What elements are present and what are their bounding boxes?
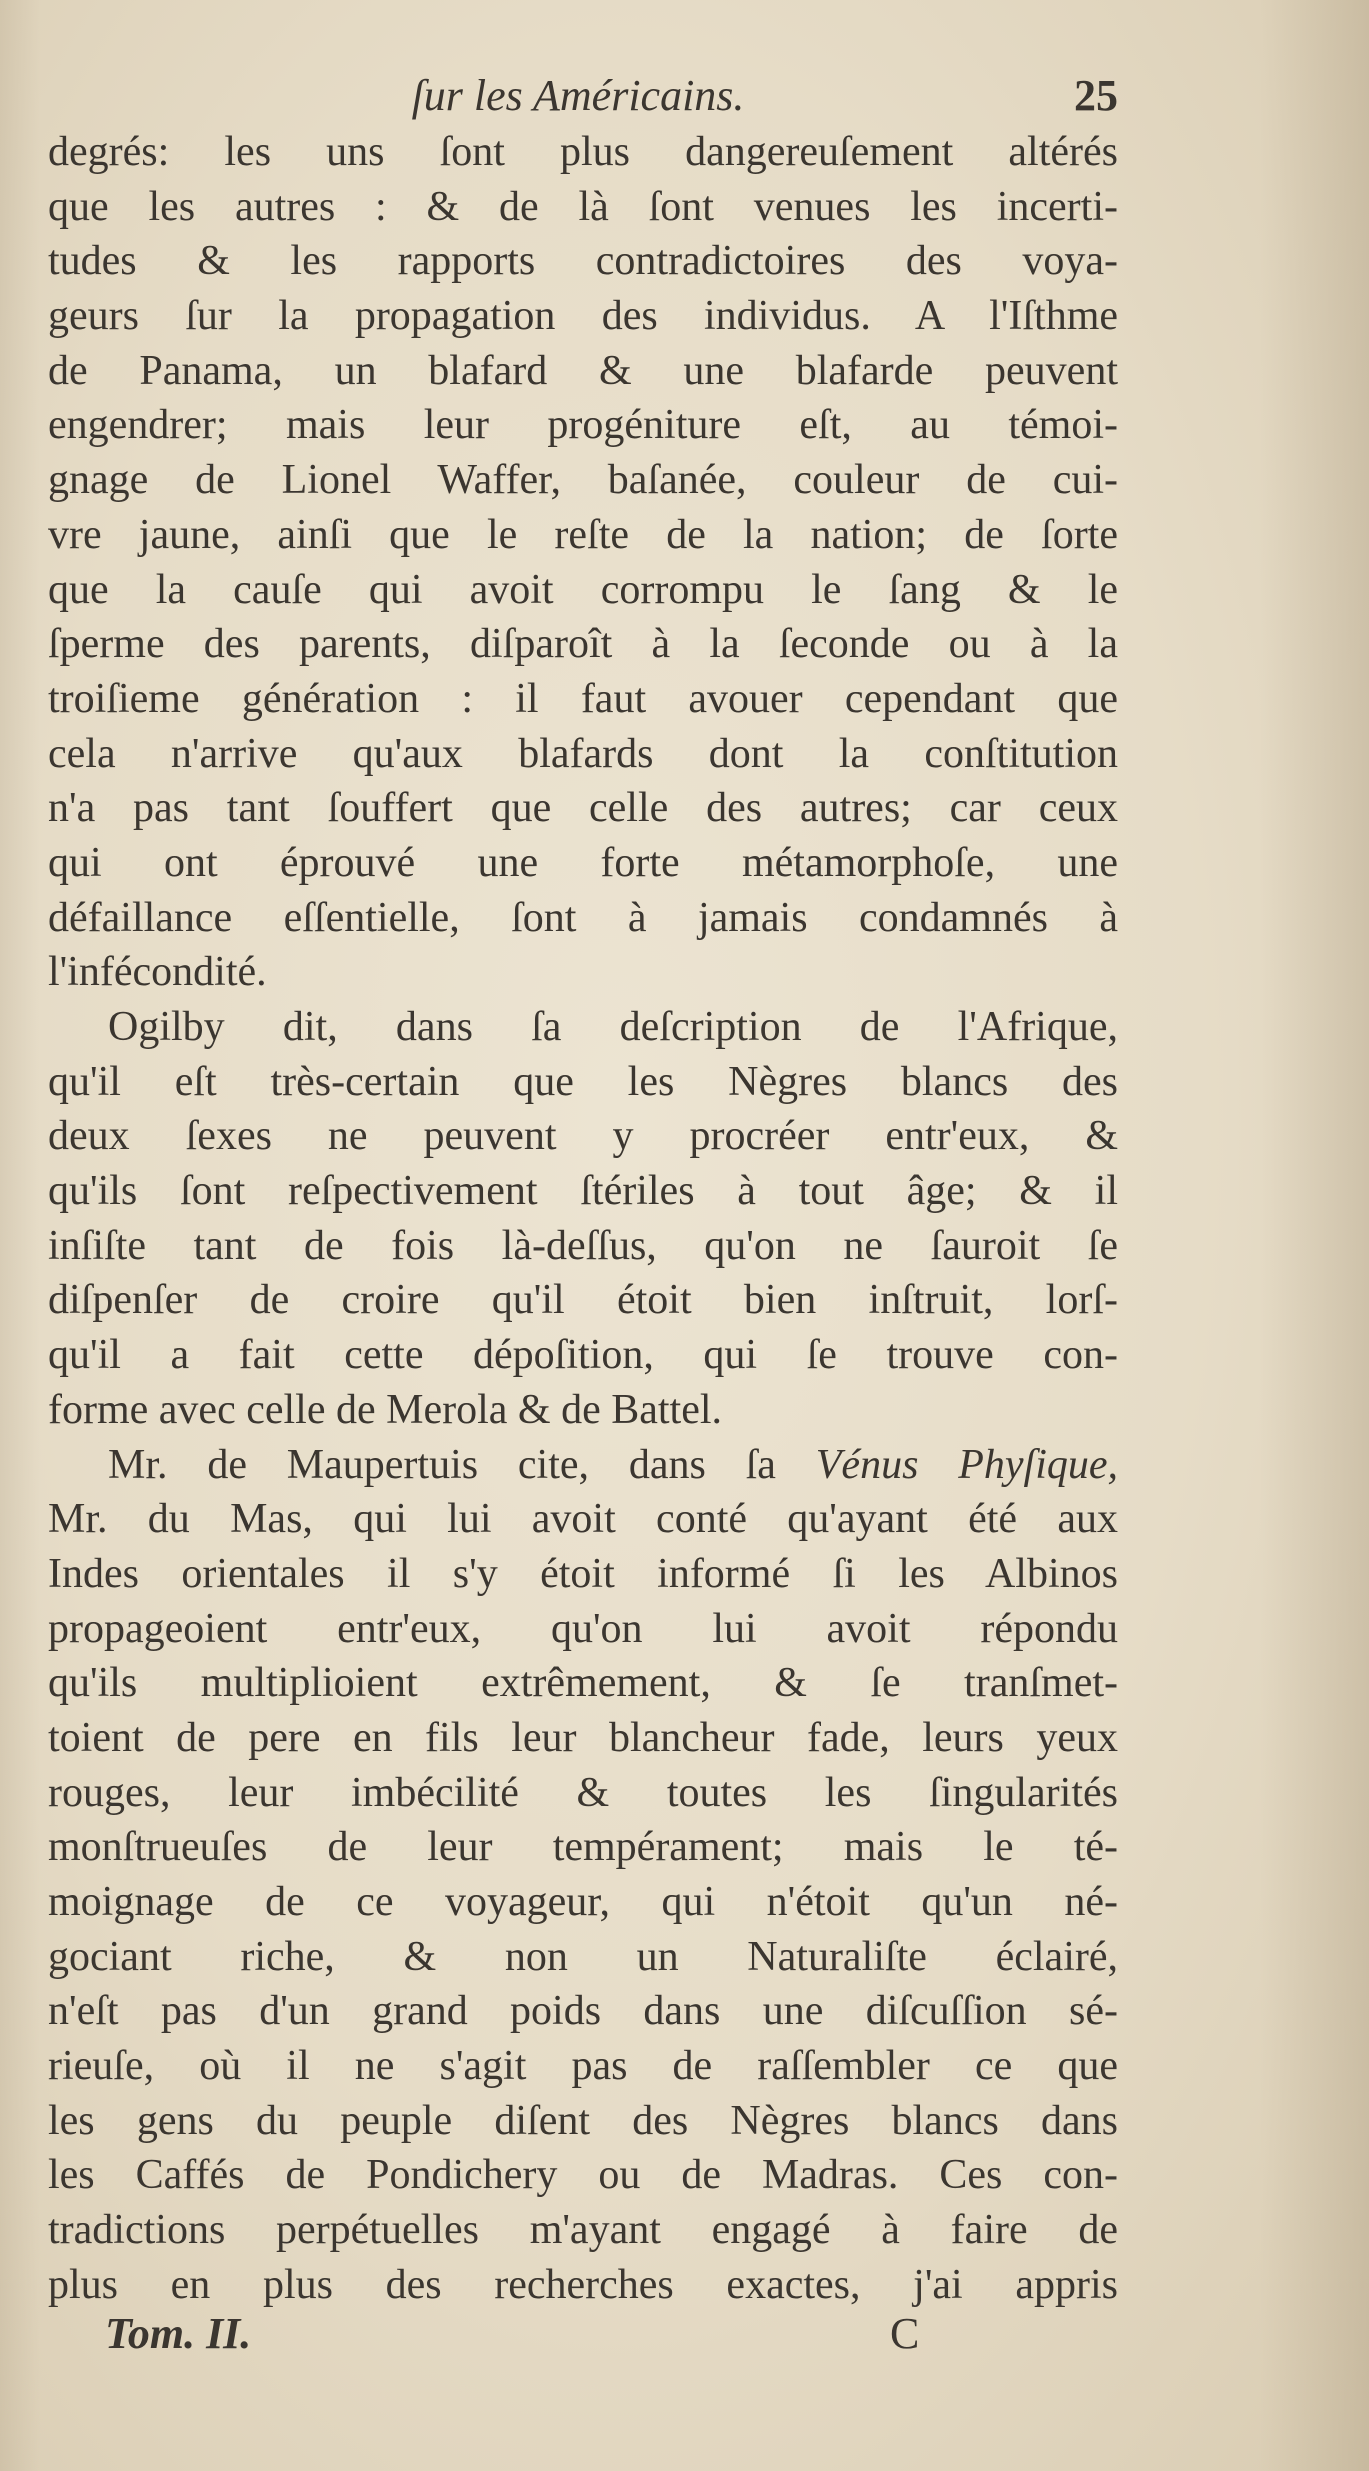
page-header bbox=[48, 68, 1118, 124]
text-line bbox=[48, 1820, 1118, 1875]
text-line bbox=[48, 508, 1118, 563]
text-line bbox=[48, 1875, 1118, 1930]
text-line bbox=[48, 1438, 1118, 1493]
page-edge-shadow-right bbox=[1259, 0, 1369, 2471]
text-line bbox=[48, 672, 1118, 727]
text-line-content: que la cauſe qui avoit corrompu le ſang & le bbox=[48, 566, 1118, 613]
text-line-content: tradictions perpétuelles m'ayant engagé à faire de bbox=[48, 2207, 1118, 2254]
text-line-content: tudes & les rapports contradictoires des voya- bbox=[48, 238, 1118, 285]
text-line-content: engendrer; mais leur progéniture eſt, au témoi- bbox=[48, 402, 1118, 449]
text-line-content: degrés: les uns ſont plus dangereuſement altérés bbox=[48, 129, 1118, 175]
text-line-content: forme avec celle de Merola & de Battel. bbox=[48, 1386, 723, 1433]
text-line bbox=[48, 617, 1118, 672]
body-text bbox=[48, 125, 1118, 2313]
text-line bbox=[48, 398, 1118, 453]
text-line bbox=[48, 945, 1118, 1000]
text-line-content: les gens du peuple diſent des Nègres blancs dans bbox=[48, 2097, 1118, 2144]
text-line bbox=[48, 563, 1118, 618]
text-line bbox=[48, 1219, 1118, 1274]
text-line bbox=[48, 1602, 1118, 1657]
text-line-content: troiſieme génération : il faut avouer cependant que bbox=[48, 675, 1118, 722]
text-line-content: ſperme des parents, diſparoît à la ſeconde ou à la bbox=[48, 621, 1118, 668]
text-line-content: l'infécondité. bbox=[48, 949, 267, 996]
text-line bbox=[48, 1984, 1118, 2039]
text-line bbox=[48, 1711, 1118, 1766]
text-line bbox=[48, 891, 1118, 946]
text-line-content: de Panama, un blafard & une blafarde peuvent bbox=[48, 347, 1118, 394]
text-line bbox=[48, 1328, 1118, 1383]
text-line-content: toient de pere en fils leur blancheur fade, leurs yeux bbox=[48, 1714, 1118, 1761]
text-line-content: geurs ſur la propagation des individus. A l'Iſthme bbox=[48, 293, 1118, 340]
text-line bbox=[48, 1656, 1118, 1711]
text-line bbox=[48, 1164, 1118, 1219]
text-line-content: gociant riche, & non un Naturaliſte éclairé, bbox=[48, 1933, 1118, 1980]
text-line-content: qu'ils ſont reſpectivement ſtériles à tout âge; & il bbox=[48, 1168, 1118, 1215]
text-line-content: qui ont éprouvé une forte métamorphoſe, une bbox=[48, 839, 1118, 886]
text-line-content: moignage de ce voyageur, qui n'étoit qu'un né- bbox=[48, 1879, 1118, 1925]
text-line-content: rieuſe, où il ne s'agit pas de raſſembler ce que bbox=[48, 2043, 1118, 2090]
text-line bbox=[48, 2203, 1118, 2258]
text-line-content: les Caffés de Pondichery ou de Madras. Ces con- bbox=[48, 2152, 1118, 2199]
text-line bbox=[48, 2258, 1118, 2313]
volume-label: Tom. II. bbox=[105, 2309, 252, 2358]
text-line-content: qu'ils multiplioient extrêmement, & ſe tranſmet- bbox=[48, 1660, 1118, 1707]
text-line bbox=[48, 1000, 1118, 1055]
text-line-content: cela n'arrive qu'aux blafards dont la conſtitution bbox=[48, 730, 1118, 777]
text-line-content: qu'il eſt très-certain que les Nègres blancs des bbox=[48, 1058, 1118, 1105]
text-line-content: plus en plus des recherches exactes, j'ai appris bbox=[48, 2261, 1118, 2308]
signature-mark: C bbox=[890, 2309, 920, 2358]
text-line bbox=[48, 344, 1118, 399]
text-line-content: n'eſt pas d'un grand poids dans une diſcuſſion sé- bbox=[48, 1988, 1118, 2035]
text-line-content: défaillance eſſentielle, ſont à jamais condamnés à bbox=[48, 894, 1118, 941]
text-line-content: monſtrueuſes de leur tempérament; mais le té- bbox=[48, 1824, 1118, 1871]
text-line bbox=[48, 1766, 1118, 1821]
text-line bbox=[48, 2094, 1118, 2149]
text-line bbox=[48, 1930, 1118, 1985]
text-line bbox=[48, 1109, 1118, 1164]
text-line bbox=[48, 180, 1118, 235]
page-number: 25 bbox=[1074, 71, 1118, 120]
text-line bbox=[48, 453, 1118, 508]
text-line-content: Mr. du Mas, qui lui avoit conté qu'ayant été aux bbox=[48, 1496, 1118, 1543]
text-line-content: propageoient entr'eux, qu'on lui avoit répondu bbox=[48, 1605, 1118, 1652]
text-line-content: Mr. de Maupertuis cite, dans ſa bbox=[108, 1441, 816, 1488]
running-title: ſur les Américains. bbox=[411, 71, 745, 120]
page-edge-shadow-left bbox=[0, 0, 40, 2471]
text-line bbox=[48, 1273, 1118, 1328]
text-line-content: qu'il a fait cette dépoſition, qui ſe trouve con- bbox=[48, 1332, 1118, 1379]
text-line bbox=[48, 1492, 1118, 1547]
italic-title: Vénus Phyſique, bbox=[815, 1441, 1118, 1488]
text-line-content: Ogilby dit, dans ſa deſcription de l'Afrique, bbox=[108, 1004, 1118, 1050]
text-line bbox=[48, 125, 1118, 180]
text-line bbox=[48, 781, 1118, 836]
text-line-content: inſiſte tant de fois là-deſſus, qu'on ne ſauroit ſe bbox=[48, 1222, 1118, 1269]
text-line bbox=[48, 836, 1118, 891]
text-line-content: gnage de Lionel Waffer, baſanée, couleur de cui- bbox=[48, 457, 1118, 504]
text-line bbox=[48, 727, 1118, 782]
text-line bbox=[48, 234, 1118, 289]
text-line-content: deux ſexes ne peuvent y procréer entr'eux, & bbox=[48, 1113, 1118, 1160]
page-footer bbox=[48, 2306, 1118, 2362]
text-line bbox=[48, 2148, 1118, 2203]
text-line bbox=[48, 1055, 1118, 1110]
text-line bbox=[48, 289, 1118, 344]
text-line bbox=[48, 2039, 1118, 2094]
text-line-content: n'a pas tant ſouffert que celle des autres; car ceux bbox=[48, 785, 1118, 832]
text-line bbox=[48, 1383, 1118, 1438]
text-line-content: Indes orientales il s'y étoit informé ſi les Albinos bbox=[48, 1550, 1118, 1597]
text-line-content: rouges, leur imbécilité & toutes les ſingularités bbox=[48, 1769, 1118, 1816]
text-line bbox=[48, 1547, 1118, 1602]
text-line-content: vre jaune, ainſi que le reſte de la nation; de ſorte bbox=[48, 511, 1118, 558]
text-line-content: diſpenſer de croire qu'il étoit bien inſtruit, lorſ- bbox=[48, 1277, 1118, 1324]
text-line-content: que les autres : & de là ſont venues les incerti- bbox=[48, 183, 1118, 230]
